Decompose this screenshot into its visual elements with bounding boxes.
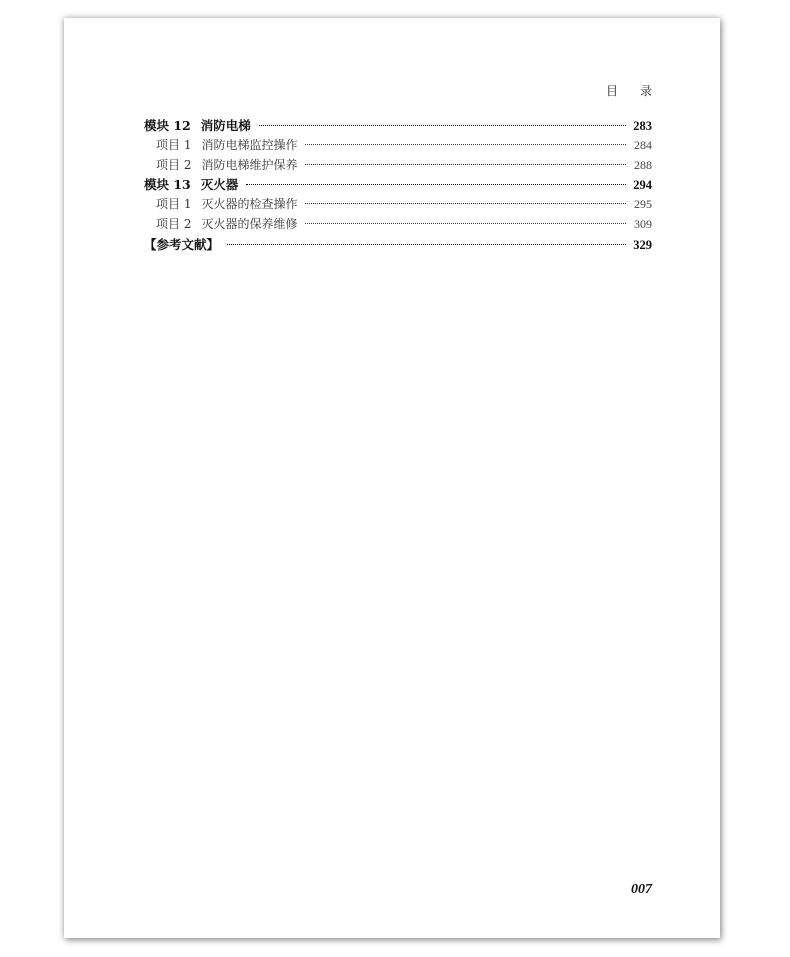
running-header (606, 82, 652, 99)
toc-entry-title: 消防电梯 (200, 118, 251, 133)
header-char-2: 录 (639, 84, 652, 98)
leader-dots (259, 125, 626, 126)
toc-entry-references[interactable] (144, 235, 652, 255)
leader-dots (305, 144, 626, 145)
toc-entry-module-13[interactable] (144, 175, 652, 195)
page-number: 007 (631, 882, 652, 897)
toc-entry-title: 消防电梯维护保养 (201, 157, 298, 172)
toc-entry-title: 灭火器的检查操作 (201, 197, 298, 212)
toc-entry-page: 329 (633, 237, 652, 252)
toc-entry-page: 295 (634, 197, 652, 212)
toc-entry-item[interactable] (144, 156, 652, 176)
toc-entry-number: 模块 12 (144, 118, 191, 133)
toc-entry-page: 309 (634, 216, 652, 231)
table-of-contents (144, 116, 652, 255)
toc-entry-page: 284 (634, 137, 652, 152)
toc-entry-module-12[interactable] (144, 116, 652, 136)
toc-entry-number: 项目 2 (156, 157, 192, 172)
toc-entry-item[interactable] (144, 215, 652, 235)
toc-entry-page: 294 (633, 178, 652, 193)
toc-entry-item[interactable] (144, 195, 652, 215)
toc-entry-number: 项目 2 (156, 216, 192, 231)
leader-dots (305, 164, 626, 165)
leader-dots (246, 184, 626, 185)
toc-entry-page: 288 (634, 157, 652, 172)
toc-entry-page: 283 (633, 119, 652, 133)
document-page (64, 18, 720, 938)
toc-entry-number: 模块 13 (144, 177, 191, 193)
toc-entry-number: 项目 1 (156, 137, 192, 152)
header-char-1: 目 (605, 84, 618, 98)
toc-entry-title: 灭火器 (200, 177, 239, 193)
toc-entry-title: 【参考文献】 (144, 236, 220, 252)
toc-entry-item[interactable] (144, 136, 652, 156)
leader-dots (305, 223, 626, 224)
toc-entry-title: 消防电梯监控操作 (201, 137, 298, 152)
leader-dots (227, 244, 626, 245)
leader-dots (305, 203, 626, 204)
toc-entry-title: 灭火器的保养维修 (201, 216, 298, 231)
toc-entry-number: 项目 1 (156, 197, 192, 212)
